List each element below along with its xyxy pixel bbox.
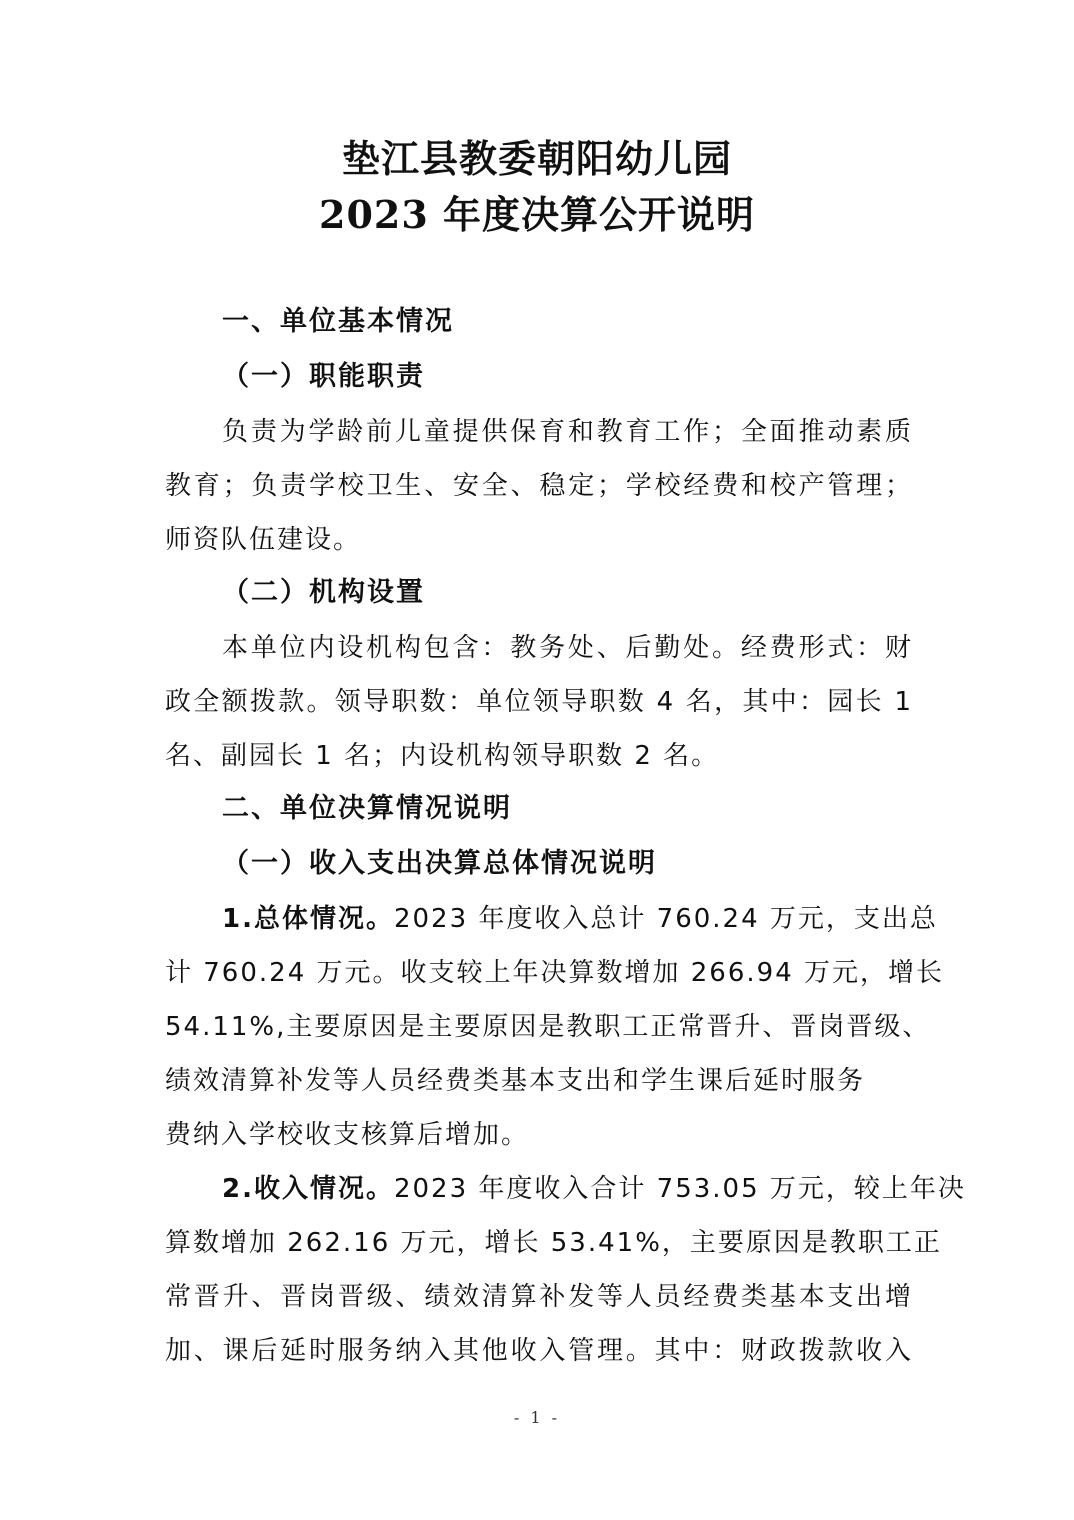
paragraph-line: 负责为学龄前儿童提供保育和教育工作；全面推动素质: [222, 417, 913, 447]
paragraph-line: 教育；负责学校卫生、安全、稳定；学校经费和校产管理；: [165, 471, 913, 501]
page-number: - 1 -: [513, 1408, 561, 1427]
income-lead: 2.收入情况。: [222, 1174, 394, 1204]
overall-lead: 1.总体情况。: [222, 904, 394, 934]
section-heading-basic-info: 一、单位基本情况: [222, 306, 454, 337]
paragraph-line: 绩效清算补发等人员经费类基本支出和学生课后延时服务: [165, 1066, 866, 1096]
paragraph-line: 政全额拨款。领导职数：单位领导职数 4 名，其中：园长 1: [165, 687, 913, 717]
paragraph-line: 费纳入学校收支核算后增加。: [165, 1120, 530, 1150]
overall-first-line: 2023 年度收入总计 760.24 万元，支出总: [393, 904, 938, 934]
subsection-heading-duties: （一）职能职责: [222, 361, 425, 392]
paragraph-line: 名、副园长 1 名；内设机构领导职数 2 名。: [165, 741, 720, 771]
paragraph-line-overall: [222, 899, 938, 939]
paragraph-line: 常晋升、晋岗晋级、绩效清算补发等人员经费类基本支出增: [165, 1282, 913, 1312]
paragraph-line: 54.11%,主要原因是主要原因是教职工正常晋升、晋岗晋级、: [165, 1012, 931, 1042]
section-heading-final-accounts: 二、单位决算情况说明: [222, 793, 512, 824]
paragraph-line: 本单位内设机构包含：教务处、后勤处。经费形式：财: [222, 633, 913, 663]
paragraph-line: 计 760.24 万元。收支较上年决算数增加 266.94 万元，增长: [165, 958, 945, 988]
paragraph-line: 算数增加 262.16 万元，增长 53.41%，主要原因是教职工正: [165, 1228, 942, 1258]
paragraph-line: 师资队伍建设。: [165, 525, 362, 555]
document-title-line2: 2023 年度决算公开说明: [319, 192, 755, 237]
paragraph-line-income: [222, 1169, 966, 1209]
paragraph-line: 加、课后延时服务纳入其他收入管理。其中：财政拨款收入: [165, 1336, 913, 1366]
document-title-line1: 垫江县教委朝阳幼儿园: [341, 136, 732, 181]
subsection-heading-income-expense: （一）收入支出决算总体情况说明: [222, 848, 657, 879]
income-first-line: 2023 年度收入合计 753.05 万元，较上年决: [393, 1174, 966, 1204]
subsection-heading-organization: （二）机构设置: [222, 577, 425, 608]
